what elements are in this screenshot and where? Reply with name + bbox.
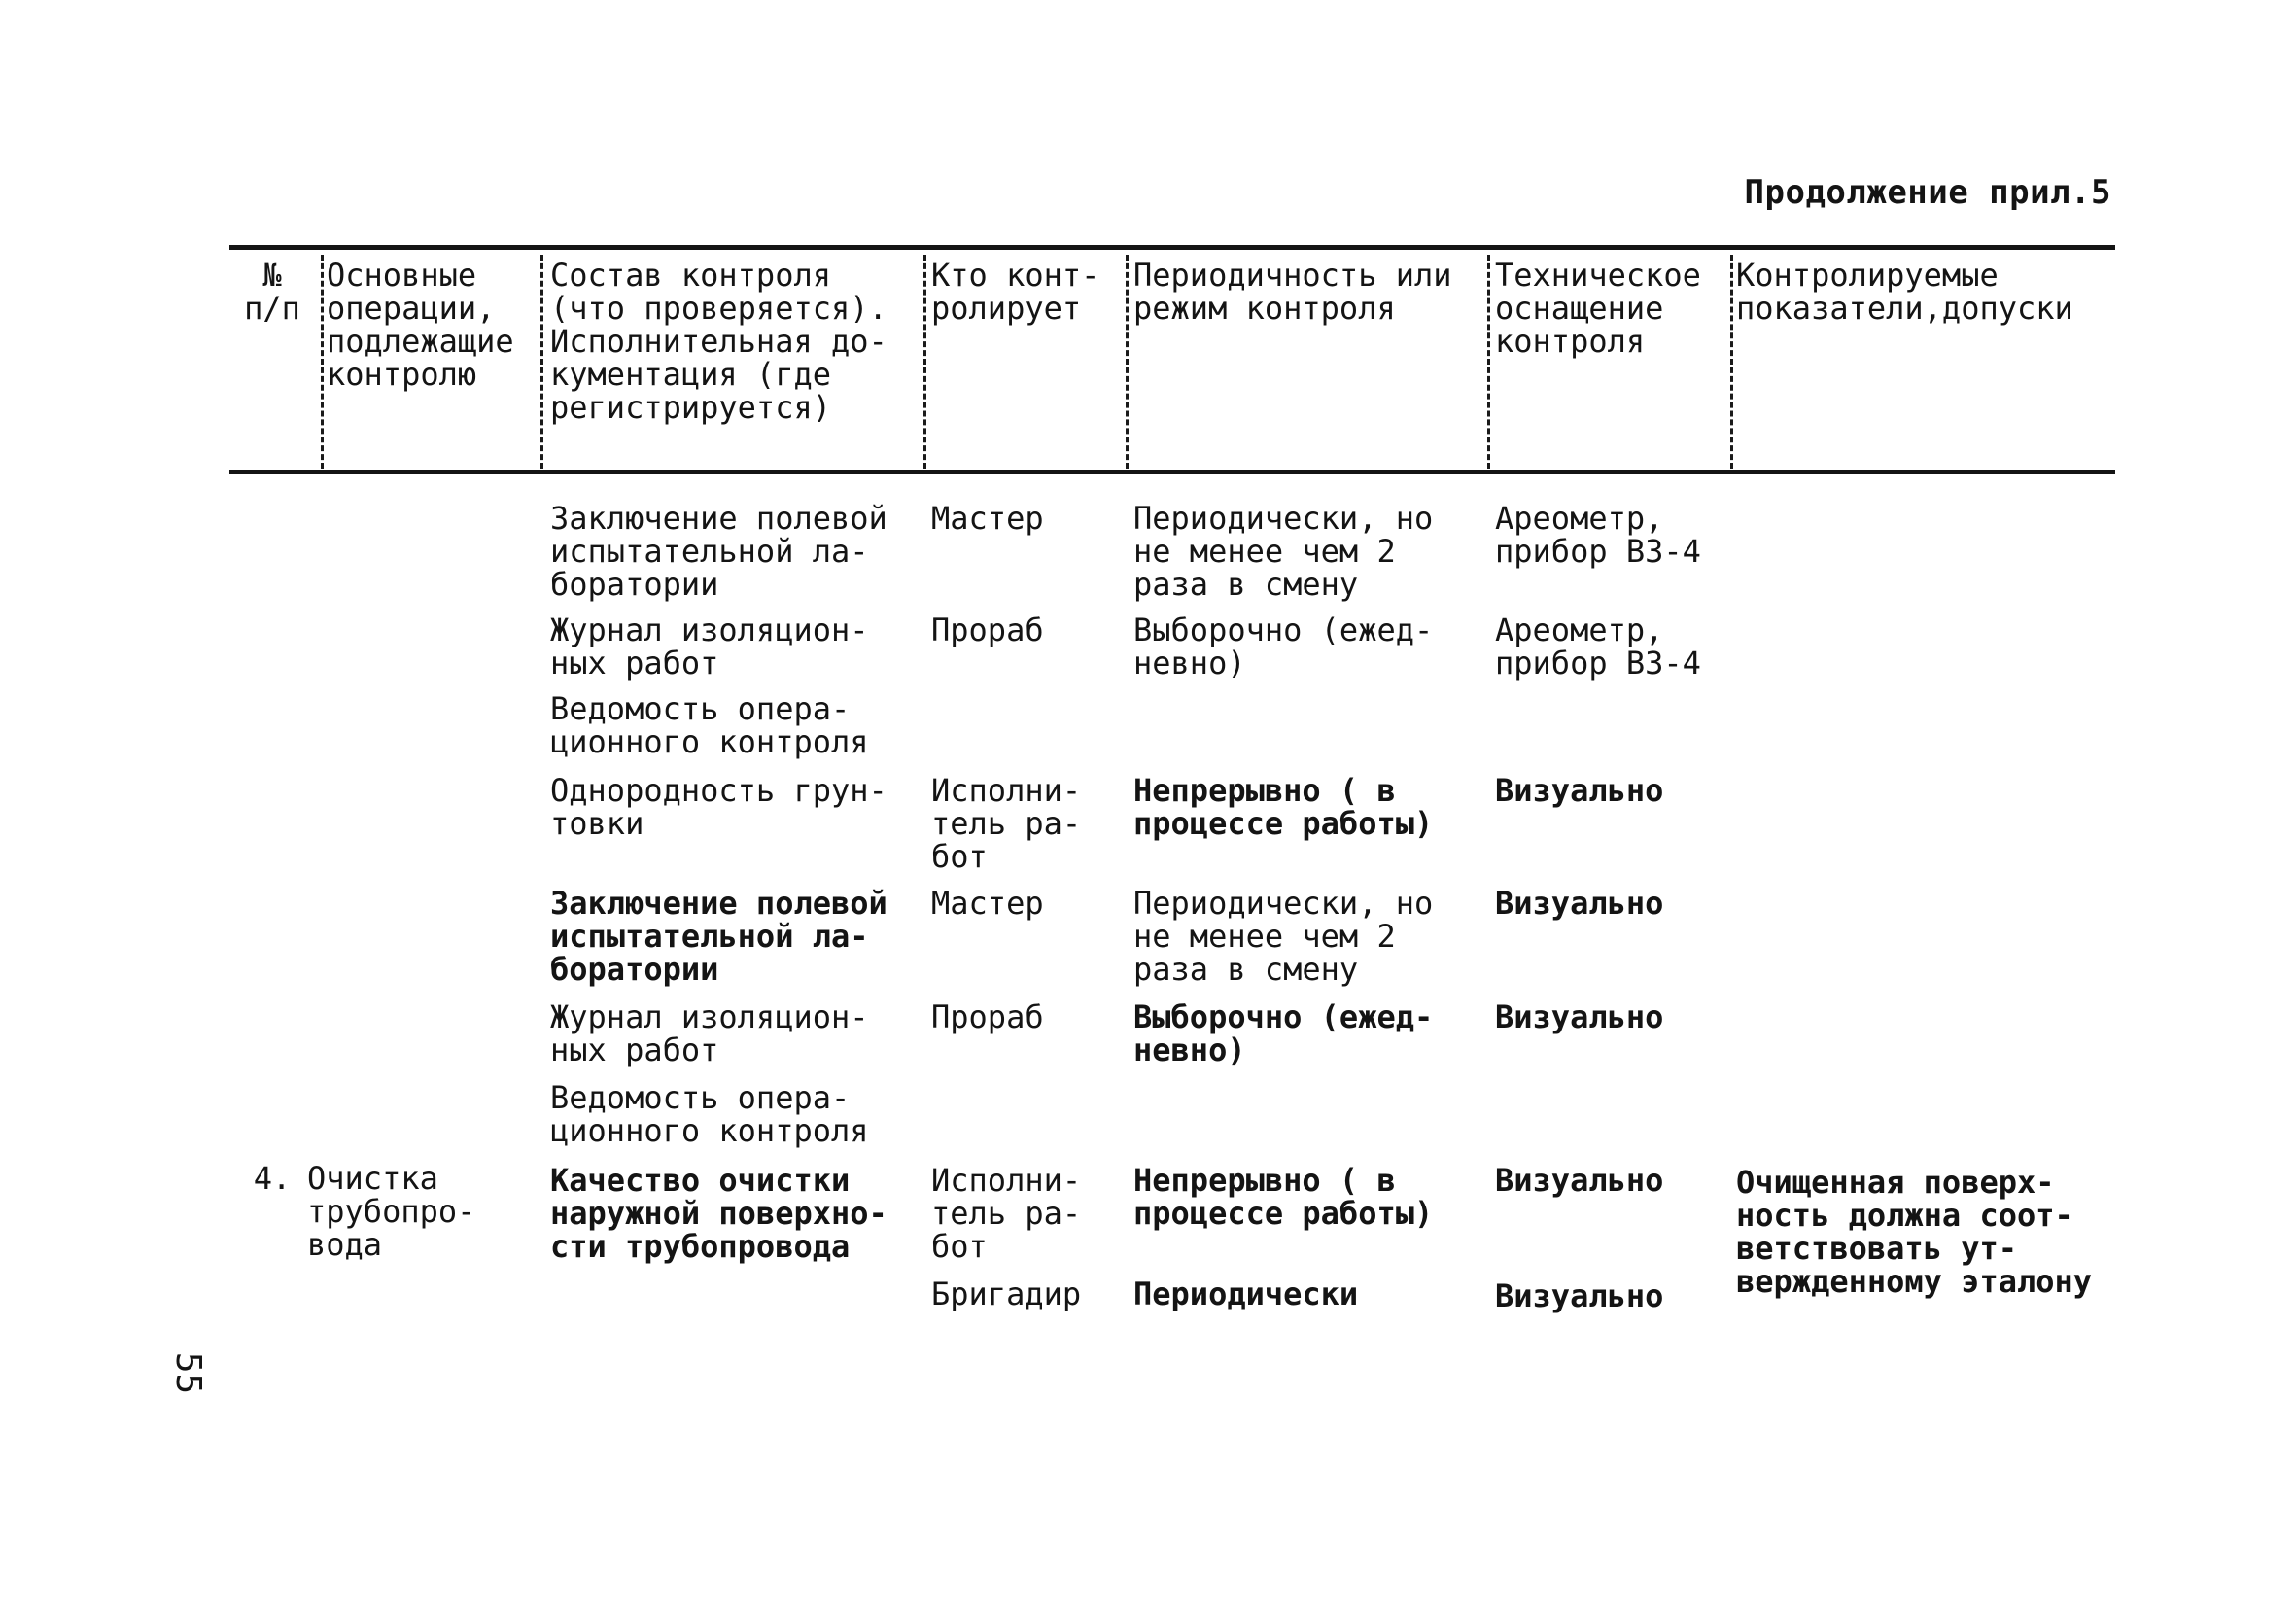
header-operations: Основные операции, подлежащие контролю xyxy=(327,257,514,393)
header-divider xyxy=(540,255,543,469)
row-composition: Ведомость опера- ционного контроля xyxy=(550,1079,869,1149)
row-period: Периодически xyxy=(1133,1276,1359,1312)
row-who: Исполни- тель ра- бот xyxy=(931,1162,1082,1265)
row-equipment: Визуально xyxy=(1495,885,1664,922)
row-period: Непрерывно ( в процессе работы) xyxy=(1133,772,1434,842)
header-who: Кто конт- ролирует xyxy=(931,257,1100,327)
row-who: Бригадир xyxy=(931,1276,1082,1312)
row-operation: Очистка трубопро- вода xyxy=(307,1160,476,1263)
row-who: Мастер xyxy=(931,885,1044,922)
row-composition: Однородность грун- товки xyxy=(550,772,887,842)
header-divider xyxy=(1730,255,1733,469)
row-composition: Заключение полевой испытательной ла- боратории xyxy=(550,500,887,603)
row-who: Исполни- тель ра- бот xyxy=(931,772,1082,875)
row-composition: Журнал изоляцион- ных работ xyxy=(550,998,869,1068)
header-period: Периодичность или режим контроля xyxy=(1133,257,1452,327)
page-caption: Продолжение прил.5 xyxy=(1744,173,2111,212)
page-number: 55 xyxy=(168,1351,209,1395)
row-who: Мастер xyxy=(931,500,1044,537)
table-top-rule xyxy=(229,245,2115,250)
header-num: № п/п xyxy=(244,257,300,327)
row-equipment: Ареометр, прибор ВЗ-4 xyxy=(1495,612,1701,682)
header-indicators: Контролируемые показатели,допуски xyxy=(1736,257,2073,327)
row-period: Выборочно (ежед- невно) xyxy=(1133,612,1434,682)
row-composition: Ведомость опера- ционного контроля xyxy=(550,690,869,760)
row-period: Периодически, но не менее чем 2 раза в смену xyxy=(1133,885,1434,988)
row-equipment: Визуально xyxy=(1495,998,1664,1035)
header-equipment: Техническое оснащение контроля xyxy=(1495,257,1701,360)
row-equipment: Визуально xyxy=(1495,1277,1664,1314)
row-who: Прораб xyxy=(931,612,1044,648)
row-composition: Заключение полевой испытательной ла- боратории xyxy=(550,885,887,988)
row-indicators: Очищенная поверх- ность должна соот- ветствовать ут- вержденному эталону xyxy=(1736,1164,2093,1300)
header-divider xyxy=(321,255,324,469)
row-period: Периодически, но не менее чем 2 раза в смену xyxy=(1133,500,1434,603)
header-composition: Состав контроля (что проверяется). Исполнительная до- кументация (где регистрируется) xyxy=(550,257,887,426)
header-bottom-rule xyxy=(229,470,2115,474)
row-composition: Качество очистки наружной поверхно- сти трубопровода xyxy=(550,1162,887,1265)
row-composition: Журнал изоляцион- ных работ xyxy=(550,612,869,682)
row-period: Непрерывно ( в процессе работы) xyxy=(1133,1162,1434,1232)
row-equipment: Ареометр, прибор ВЗ-4 xyxy=(1495,500,1701,570)
row-num: 4. xyxy=(253,1160,292,1197)
row-who: Прораб xyxy=(931,998,1044,1035)
row-equipment: Визуально xyxy=(1495,772,1664,809)
header-divider xyxy=(923,255,926,469)
header-divider xyxy=(1487,255,1490,469)
header-divider xyxy=(1126,255,1129,469)
row-equipment: Визуально xyxy=(1495,1162,1664,1199)
row-period: Выборочно (ежед- невно) xyxy=(1133,998,1434,1068)
